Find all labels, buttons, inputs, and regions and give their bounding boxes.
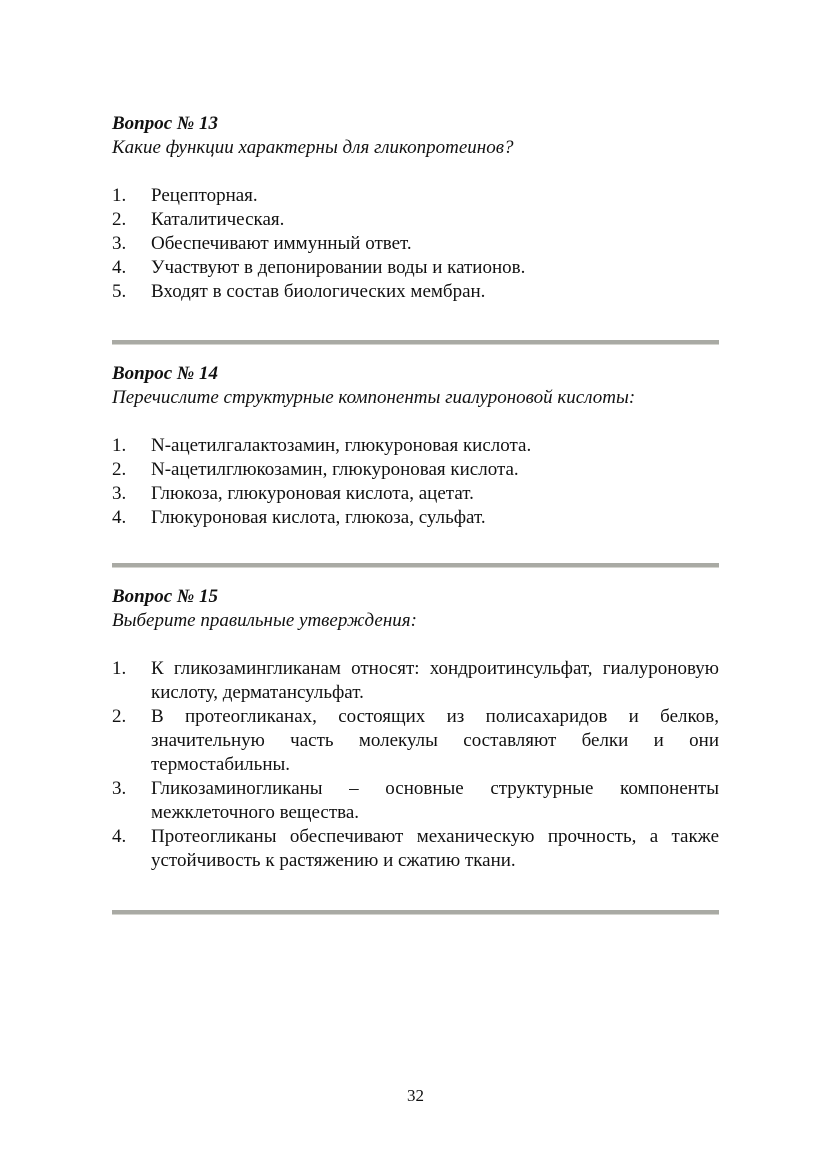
answer-item (112, 434, 719, 458)
answer-text: Глюкуроновая кислота, глюкоза, сульфат. (151, 507, 486, 528)
answer-text: N-ацетилглюкозамин, глюкуроновая кислота. (151, 459, 519, 480)
answer-text: Глюкоза, глюкуроновая кислота, ацетат. (151, 483, 474, 504)
answer-number: 1. (112, 658, 127, 679)
answer-text: Обеспечивают иммунный ответ. (151, 233, 412, 254)
answer-text: В протеогликанах, состоящих из полисахаридов и белков, значительную часть молекулы составляют белки и они термостабильны. (151, 706, 719, 775)
answer-item (112, 458, 719, 482)
answer-text: Каталитическая. (151, 209, 285, 230)
section-divider (112, 910, 719, 915)
answer-text: Протеогликаны обеспечивают механическую прочность, а также устойчивость к растяжению и сжатию ткани. (151, 826, 719, 871)
answer-number: 3. (112, 483, 127, 504)
question-15 (112, 585, 719, 873)
answer-number: 4. (112, 826, 127, 847)
answer-text: Участвуют в депонировании воды и катионов. (151, 257, 526, 278)
answer-number: 4. (112, 507, 127, 528)
answer-item (112, 705, 719, 777)
question-prompt: Перечислите структурные компоненты гиалуроновой кислоты: (112, 387, 636, 408)
answer-number: 2. (112, 706, 127, 727)
question-prompt: Выберите правильные утверждения: (112, 610, 417, 631)
answer-number: 2. (112, 209, 127, 230)
answer-list (112, 184, 719, 304)
answer-list (112, 434, 719, 530)
answer-number: 2. (112, 459, 127, 480)
answer-item (112, 657, 719, 705)
question-title: Вопрос № 15 (112, 586, 219, 607)
answer-item (112, 208, 719, 232)
answer-number: 1. (112, 185, 127, 206)
answer-number: 1. (112, 435, 127, 456)
answer-item (112, 777, 719, 825)
answer-number: 5. (112, 281, 127, 302)
question-title: Вопрос № 14 (112, 363, 219, 384)
page-number: 32 (407, 1086, 424, 1105)
question-title: Вопрос № 13 (112, 113, 219, 134)
answer-number: 3. (112, 233, 127, 254)
section-divider (112, 340, 719, 345)
question-13 (112, 112, 719, 304)
answer-text: N-ацетилгалактозамин, глюкуроновая кислота. (151, 435, 532, 456)
answer-text: Входят в состав биологических мембран. (151, 281, 486, 302)
answer-text: Гликозаминогликаны – основные структурные компоненты межклеточного вещества. (151, 778, 719, 823)
answer-list (112, 657, 719, 873)
answer-text: Рецепторная. (151, 185, 258, 206)
answer-item (112, 825, 719, 873)
answer-text: К гликозамингликанам относят: хондроитинсульфат, гиалуроновую кислоту, дерматансульфат. (151, 658, 719, 703)
answer-item (112, 280, 719, 304)
answer-number: 3. (112, 778, 127, 799)
answer-item (112, 482, 719, 506)
answer-item (112, 184, 719, 208)
section-divider (112, 563, 719, 568)
answer-item (112, 256, 719, 280)
answer-item (112, 232, 719, 256)
answer-item (112, 506, 719, 530)
document-page (112, 0, 719, 1174)
question-14 (112, 362, 719, 530)
question-prompt: Какие функции характерны для гликопротеинов? (112, 137, 514, 158)
answer-number: 4. (112, 257, 127, 278)
